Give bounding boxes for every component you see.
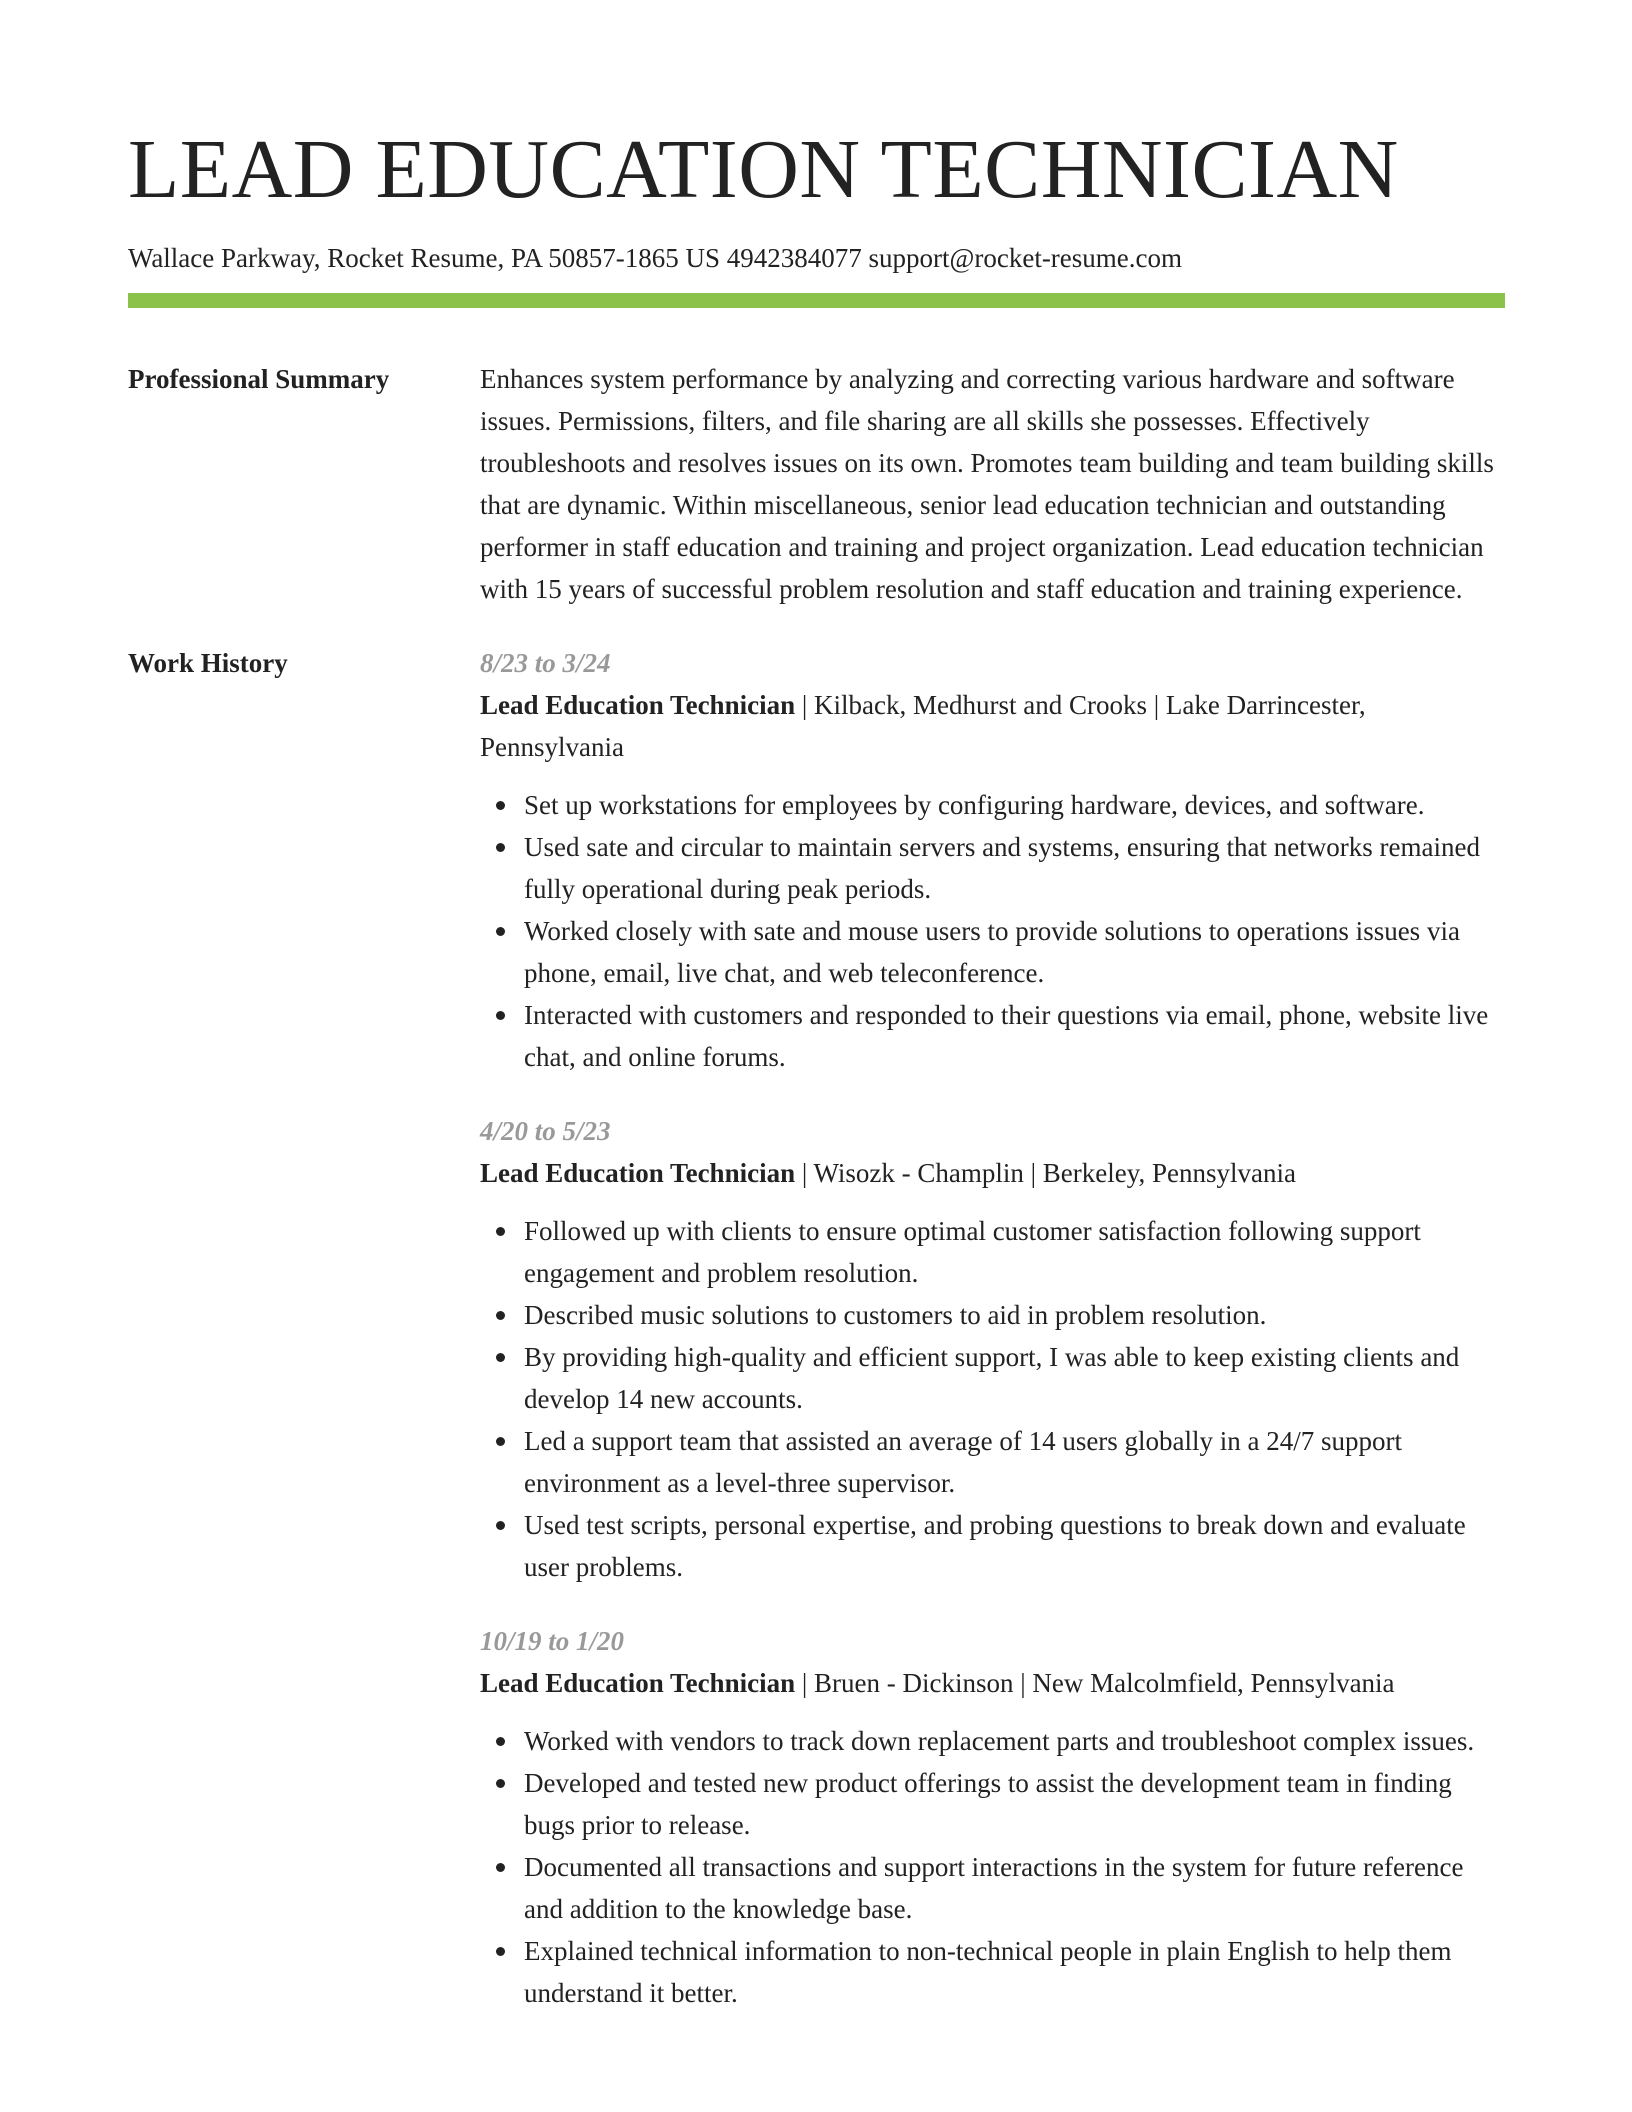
- bullet-text: Used test scripts, personal expertise, and probing questions to break down and evaluate user problems.: [524, 1510, 1466, 1582]
- job-entry: [480, 642, 1505, 1078]
- bullet-item: [524, 784, 1505, 826]
- job-heading: [480, 684, 1505, 768]
- job-heading: [480, 1152, 1505, 1194]
- bullet-item: [524, 1720, 1505, 1762]
- work-history-section: [128, 642, 1505, 2014]
- bullet-item: [524, 1846, 1505, 1930]
- bullet-dot: [496, 1227, 505, 1236]
- bullet-item: [524, 1930, 1505, 2014]
- bullet-text: Led a support team that assisted an average of 14 users globally in a 24/7 support environment as a level-three supervisor.: [524, 1426, 1403, 1498]
- bullet-text: Developed and tested new product offerings to assist the development team in finding bugs prior to release.: [524, 1768, 1452, 1840]
- section-heading-work-history: Work History: [128, 648, 288, 678]
- bullet-text: By providing high-quality and efficient support, I was able to keep existing clients and develop 14 new accounts.: [524, 1342, 1460, 1414]
- job-details: | Bruen - Dickinson | New Malcolmfield, Pennsylvania: [795, 1668, 1395, 1698]
- bullet-text: Followed up with clients to ensure optimal customer satisfaction following support engagement and problem resolution.: [524, 1216, 1421, 1288]
- bullet-text: Worked closely with sate and mouse users to provide solutions to operations issues via phone, email, live chat, and web teleconference.: [524, 916, 1460, 988]
- job-dates: 4/20 to 5/23: [480, 1116, 611, 1146]
- bullet-dot: [496, 1311, 505, 1320]
- job-entry: [480, 1620, 1505, 2014]
- bullet-dot: [496, 1863, 505, 1872]
- bullet-dot: [496, 1779, 505, 1788]
- job-title: Lead Education Technician: [480, 690, 796, 720]
- bullet-item: [524, 1210, 1505, 1294]
- bullet-dot: [496, 843, 505, 852]
- bullet-text: Described music solutions to customers to aid in problem resolution.: [524, 1300, 1267, 1330]
- summary-text: Enhances system performance by analyzing and correcting various hardware and software issues. Permissions, filters, and file sharing are all skills she possesses. Effectively troubleshoots and resolves issues on its own. Promotes team building and team building skills that are dynamic. Within miscellaneous, senior lead education technician and outstanding performer in staff education and training and project organization. Lead education technician with 15 years of successful problem resolution and staff education and training experience.: [480, 364, 1494, 604]
- resume-title: LEAD EDUCATION TECHNICIAN: [128, 123, 1399, 216]
- bullet-item: [524, 1336, 1505, 1420]
- header-divider: [128, 293, 1505, 308]
- job-details: | Kilback, Medhurst and Crooks | Lake Darrincester, Pennsylvania: [480, 690, 1366, 762]
- bullet-item: [524, 910, 1505, 994]
- bullet-dot: [496, 1011, 505, 1020]
- job-dates: 10/19 to 1/20: [480, 1626, 625, 1656]
- work-history-body: [480, 642, 1505, 2014]
- section-heading-summary: Professional Summary: [128, 364, 390, 394]
- bullet-dot: [496, 1947, 505, 1956]
- bullet-dot: [496, 927, 505, 936]
- resume-page: [128, 0, 1505, 2014]
- bullet-item: [524, 1294, 1505, 1336]
- bullet-text: Set up workstations for employees by configuring hardware, devices, and software.: [524, 790, 1425, 820]
- bullet-text: Explained technical information to non-technical people in plain English to help them understand it better.: [524, 1936, 1452, 2008]
- job-bullets: [480, 1210, 1505, 1588]
- bullet-text: Interacted with customers and responded to their questions via email, phone, website live chat, and online forums.: [524, 1000, 1489, 1072]
- bullet-item: [524, 1420, 1505, 1504]
- job-details: | Wisozk - Champlin | Berkeley, Pennsylvania: [795, 1158, 1296, 1188]
- bullet-dot: [496, 1737, 505, 1746]
- bullet-dot: [496, 801, 505, 810]
- bullet-text: Used sate and circular to maintain servers and systems, ensuring that networks remained fully operational during peak periods.: [524, 832, 1480, 904]
- bullet-item: [524, 1504, 1505, 1588]
- bullet-dot: [496, 1437, 505, 1446]
- job-entry: [480, 1110, 1505, 1588]
- contact-info: Wallace Parkway, Rocket Resume, PA 50857-1865 US 4942384077 support@rocket-resume.com: [128, 243, 1183, 273]
- bullet-dot: [496, 1521, 505, 1530]
- job-bullets: [480, 784, 1505, 1078]
- bullet-item: [524, 1762, 1505, 1846]
- bullet-item: [524, 994, 1505, 1078]
- job-title: Lead Education Technician: [480, 1668, 796, 1698]
- job-bullets: [480, 1720, 1505, 2014]
- bullet-text: Worked with vendors to track down replacement parts and troubleshoot complex issues.: [524, 1726, 1475, 1756]
- bullet-text: Documented all transactions and support interactions in the system for future reference and addition to the knowledge base.: [524, 1852, 1464, 1924]
- summary-body: [480, 358, 1505, 610]
- job-dates: 8/23 to 3/24: [480, 648, 611, 678]
- bullet-dot: [496, 1353, 505, 1362]
- professional-summary-section: [128, 358, 1505, 610]
- bullet-item: [524, 826, 1505, 910]
- job-heading: [480, 1662, 1505, 1704]
- job-title: Lead Education Technician: [480, 1158, 796, 1188]
